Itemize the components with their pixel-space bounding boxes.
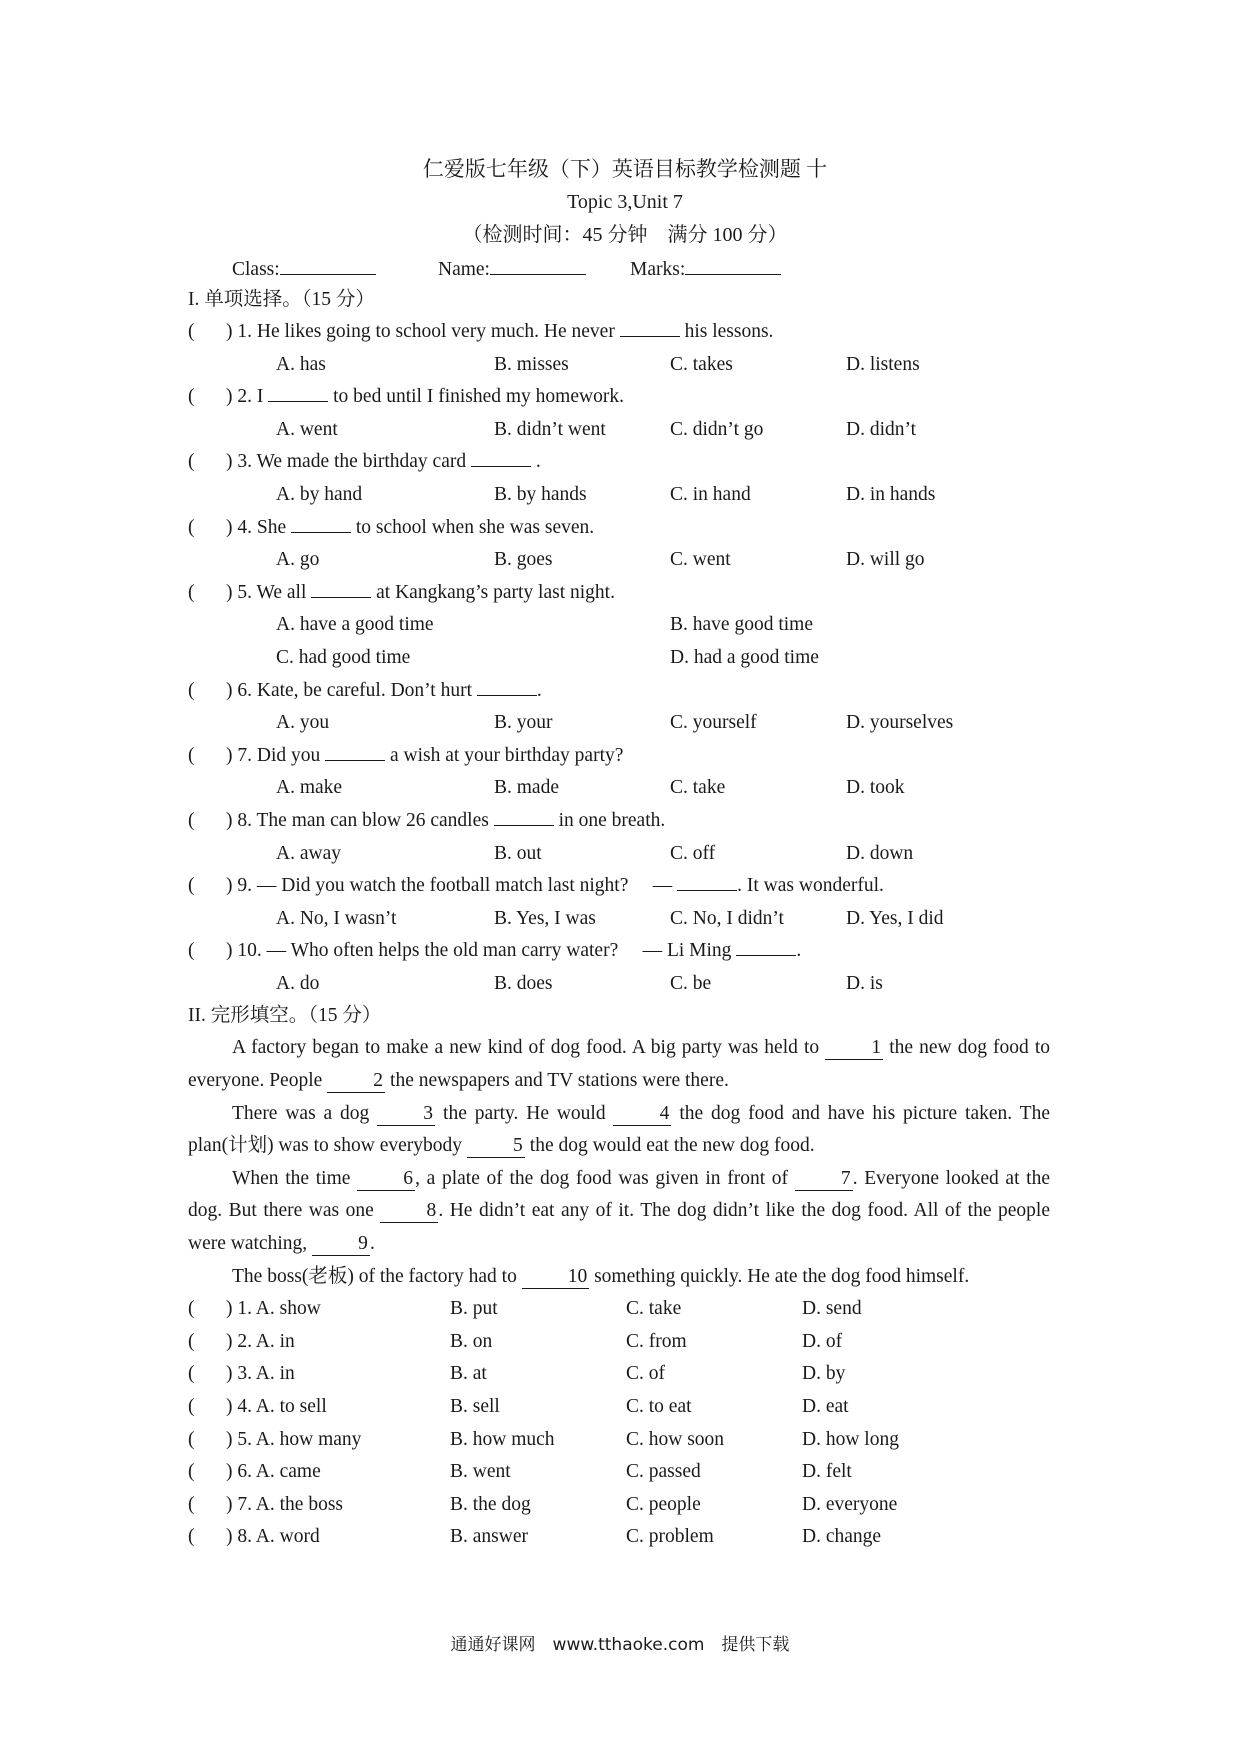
- option-b: B. does: [494, 972, 553, 994]
- options-row-5a: [188, 609, 1050, 642]
- answer-paren[interactable]: (: [188, 1526, 195, 1548]
- option-d: D. change: [802, 1526, 882, 1548]
- option-d: D. is: [846, 972, 883, 994]
- question-stem: ) 6. Kate, be careful. Don’t hurt .: [226, 675, 542, 708]
- option-d: D. send: [802, 1298, 862, 1320]
- marks-field: [630, 252, 781, 286]
- question-3: [188, 446, 1050, 479]
- option-a: A. go: [276, 549, 320, 571]
- option-b: B. answer: [450, 1526, 528, 1548]
- option-d: D. by: [802, 1363, 846, 1385]
- option-b: B. have good time: [670, 614, 813, 636]
- question-2: [188, 381, 1050, 414]
- answer-paren[interactable]: (: [188, 1330, 195, 1352]
- cloze-blank-5[interactable]: 5: [467, 1135, 525, 1158]
- cloze-blank-2[interactable]: 2: [327, 1070, 385, 1093]
- name-label: Name:: [438, 259, 490, 280]
- answer-blank[interactable]: [325, 740, 385, 761]
- option-c: C. had good time: [276, 646, 411, 668]
- cloze-blank-8[interactable]: 8: [380, 1200, 438, 1223]
- time-info: （检测时间：45 分钟 满分 100 分）: [462, 224, 788, 246]
- cloze-blank-10[interactable]: 10: [522, 1266, 590, 1289]
- student-info-row: [188, 252, 1050, 284]
- option-a: A. do: [276, 972, 320, 994]
- answer-paren[interactable]: (: [188, 1396, 195, 1417]
- option-d: D. in hands: [846, 483, 936, 505]
- option-c: C. be: [670, 972, 712, 994]
- multiple-choice-list: [188, 316, 1050, 1000]
- option-b: B. sell: [450, 1396, 500, 1417]
- cloze-blank-7[interactable]: 7: [795, 1168, 853, 1191]
- cloze-paragraph-1: A factory began to make a new kind of dog food. A big party was held to 1 the new dog food to everyone. People 2 the newspapers and TV stations were there.: [188, 1037, 1050, 1092]
- option-d: D. Yes, I did: [846, 907, 944, 929]
- answer-blank[interactable]: [677, 870, 737, 891]
- cloze-blank-9[interactable]: 9: [312, 1233, 370, 1256]
- answer-paren[interactable]: (: [188, 1428, 195, 1450]
- options-row-9: [188, 903, 1050, 936]
- option-c: C. from: [626, 1330, 687, 1352]
- option-c: C. off: [670, 842, 716, 864]
- option-a: A. away: [276, 842, 341, 864]
- options-row-6: [188, 707, 1050, 740]
- cloze-option-row: [188, 1521, 1050, 1554]
- options-row-10: [188, 968, 1050, 1001]
- cloze-blank-4[interactable]: 4: [613, 1103, 671, 1126]
- option-c: C. to eat: [626, 1396, 692, 1417]
- answer-paren[interactable]: (: [188, 679, 195, 701]
- name-blank[interactable]: [490, 252, 586, 275]
- question-stem: ) 10. — Who often helps the old man carry water? — Li Ming .: [226, 935, 801, 968]
- option-d: D. of: [802, 1330, 843, 1352]
- section2-title: II. 完形填空。（15 分）: [188, 1005, 382, 1027]
- cloze-option-row: [188, 1456, 1050, 1489]
- question-4: [188, 512, 1050, 545]
- answer-paren[interactable]: (: [188, 744, 195, 766]
- topic-line: Topic 3,Unit 7: [567, 191, 683, 213]
- option-b: B. your: [494, 712, 553, 734]
- option-a: A. by hand: [276, 483, 363, 505]
- option-b: B. how much: [450, 1428, 555, 1450]
- marks-blank[interactable]: [685, 252, 781, 275]
- option-d: D. eat: [802, 1396, 849, 1417]
- option-b: B. Yes, I was: [494, 907, 596, 929]
- option-c: C. No, I didn’t: [670, 907, 784, 929]
- cloze-options-list: [188, 1293, 1050, 1554]
- option-d: D. yourselves: [846, 712, 954, 734]
- answer-blank[interactable]: [291, 512, 351, 533]
- cloze-paragraph-4: The boss(老板) of the factory had to 10 something quickly. He ate the dog food himself.: [232, 1265, 970, 1287]
- option-d: D. will go: [846, 549, 925, 571]
- option-a: A. have a good time: [276, 614, 434, 636]
- options-row-4: [188, 544, 1050, 577]
- option-a: ) 2. A. in: [226, 1330, 295, 1352]
- answer-paren[interactable]: (: [188, 451, 195, 473]
- cloze-option-row: [188, 1326, 1050, 1359]
- cloze-option-row: [188, 1358, 1050, 1391]
- question-stem: ) 2. I to bed until I finished my homework.: [226, 381, 624, 414]
- answer-paren[interactable]: (: [188, 581, 195, 603]
- question-6: [188, 675, 1050, 708]
- question-1: [188, 316, 1050, 349]
- class-field: [232, 252, 376, 286]
- cloze-paragraph-3: When the time 6 , a plate of the dog food was given in front of 7 . Everyone looked at the dog. But there was one 8 . He didn’t eat any of it. The dog didn’t like the dog food. All of the people were watching, 9 .: [188, 1167, 1051, 1255]
- option-b: B. made: [494, 777, 559, 799]
- option-b: B. the dog: [450, 1493, 531, 1515]
- options-row-3: [188, 479, 1050, 512]
- answer-blank[interactable]: [620, 316, 680, 337]
- options-row-8: [188, 838, 1050, 871]
- cloze-option-row: [188, 1489, 1050, 1522]
- question-stem: ) 7. Did you a wish at your birthday party?: [226, 740, 623, 773]
- option-d: D. took: [846, 777, 905, 799]
- answer-paren[interactable]: (: [188, 1461, 195, 1483]
- option-a: A. has: [276, 353, 326, 375]
- page-title: 仁爱版七年级（下）英语目标教学检测题 十: [422, 157, 828, 181]
- option-a: ) 7. A. the boss: [226, 1493, 343, 1515]
- option-c: C. yourself: [670, 712, 757, 734]
- option-a: ) 4. A. to sell: [226, 1396, 327, 1417]
- option-c: C. take: [670, 777, 726, 799]
- option-b: B. by hands: [494, 483, 587, 505]
- options-row-7: [188, 772, 1050, 805]
- option-c: C. how soon: [626, 1428, 725, 1450]
- option-c: C. went: [670, 549, 731, 571]
- cloze-paragraph-2: There was a dog 3 the party. He would 4 the dog food and have his picture taken. The plan(计划) was to show everybody 5 the dog would eat the new dog food.: [188, 1102, 1050, 1157]
- cloze-option-row: [188, 1293, 1050, 1326]
- option-d: D. had a good time: [670, 646, 819, 668]
- options-row-1: [188, 349, 1050, 382]
- question-7: [188, 740, 1050, 773]
- question-9: [188, 870, 1050, 903]
- answer-paren[interactable]: (: [188, 940, 195, 962]
- option-c: C. take: [626, 1298, 682, 1320]
- answer-paren[interactable]: (: [188, 875, 195, 897]
- option-a: ) 8. A. word: [226, 1526, 320, 1548]
- option-a: A. make: [276, 777, 343, 799]
- option-b: B. went: [450, 1461, 511, 1483]
- option-c: C. of: [626, 1363, 665, 1385]
- option-d: D. felt: [802, 1461, 852, 1483]
- answer-blank[interactable]: [471, 446, 531, 467]
- options-row-5b: [188, 642, 1050, 675]
- option-a: ) 5. A. how many: [226, 1428, 362, 1450]
- cloze-blank-1[interactable]: 1: [825, 1037, 883, 1060]
- option-c: C. in hand: [670, 483, 751, 505]
- question-5: [188, 577, 1050, 610]
- answer-paren[interactable]: (: [188, 321, 195, 342]
- section1-title: I. 单项选择。（15 分）: [188, 289, 375, 310]
- option-b: B. at: [450, 1363, 487, 1385]
- option-c: C. didn’t go: [670, 418, 764, 440]
- option-b: B. put: [450, 1298, 498, 1320]
- option-a: A. you: [276, 712, 330, 734]
- cloze-blank-3[interactable]: 3: [377, 1103, 435, 1126]
- answer-paren[interactable]: (: [188, 516, 195, 538]
- option-b: B. out: [494, 842, 542, 864]
- question-8: [188, 805, 1050, 838]
- option-a: ) 6. A. came: [226, 1461, 321, 1483]
- option-a: A. went: [276, 418, 338, 440]
- cloze-option-row: [188, 1424, 1050, 1457]
- answer-paren[interactable]: (: [188, 1493, 195, 1515]
- cloze-option-row: [188, 1391, 1050, 1424]
- exam-content: [188, 152, 1050, 1554]
- class-blank[interactable]: [280, 252, 376, 275]
- option-b: B. goes: [494, 549, 553, 571]
- options-row-2: [188, 414, 1050, 447]
- answer-blank[interactable]: [477, 675, 537, 696]
- question-stem: ) 3. We made the birthday card .: [226, 446, 541, 479]
- class-label: Class:: [232, 259, 280, 280]
- answer-blank[interactable]: [736, 935, 796, 956]
- option-a: A. No, I wasn’t: [276, 907, 397, 929]
- answer-paren[interactable]: (: [188, 1298, 195, 1320]
- question-stem: ) 8. The man can blow 26 candles in one breath.: [226, 805, 665, 838]
- option-d: D. listens: [846, 353, 920, 375]
- answer-paren[interactable]: (: [188, 809, 195, 831]
- question-10: [188, 935, 1050, 968]
- option-d: D. how long: [802, 1428, 899, 1450]
- option-b: B. on: [450, 1330, 493, 1352]
- option-d: D. didn’t: [846, 418, 917, 440]
- question-stem: ) 4. She to school when she was seven.: [226, 512, 594, 545]
- option-d: D. down: [846, 842, 914, 864]
- answer-blank[interactable]: [311, 577, 371, 598]
- option-a: ) 1. A. show: [226, 1298, 321, 1320]
- marks-label: Marks:: [630, 259, 686, 280]
- answer-blank[interactable]: [268, 381, 328, 402]
- option-b: B. misses: [494, 353, 569, 375]
- option-d: D. everyone: [802, 1493, 898, 1515]
- option-c: C. passed: [626, 1461, 701, 1483]
- question-stem: ) 1. He likes going to school very much. He never his lessons.: [226, 316, 773, 349]
- option-c: C. problem: [626, 1526, 714, 1548]
- answer-paren[interactable]: (: [188, 1363, 195, 1385]
- answer-blank[interactable]: [494, 805, 554, 826]
- answer-paren[interactable]: (: [188, 386, 195, 408]
- option-a: ) 3. A. in: [226, 1363, 295, 1385]
- question-stem: ) 5. We all at Kangkang’s party last night.: [226, 577, 615, 610]
- footer-credit: 通通好课网 www.tthaoke.com 提供下载: [450, 1635, 790, 1655]
- option-c: C. people: [626, 1493, 701, 1515]
- cloze-blank-6[interactable]: 6: [357, 1168, 415, 1191]
- option-b: B. didn’t went: [494, 418, 606, 440]
- question-stem: ) 9. — Did you watch the football match last night? — . It was wonderful.: [226, 870, 884, 903]
- name-field: [438, 252, 586, 286]
- option-c: C. takes: [670, 353, 733, 375]
